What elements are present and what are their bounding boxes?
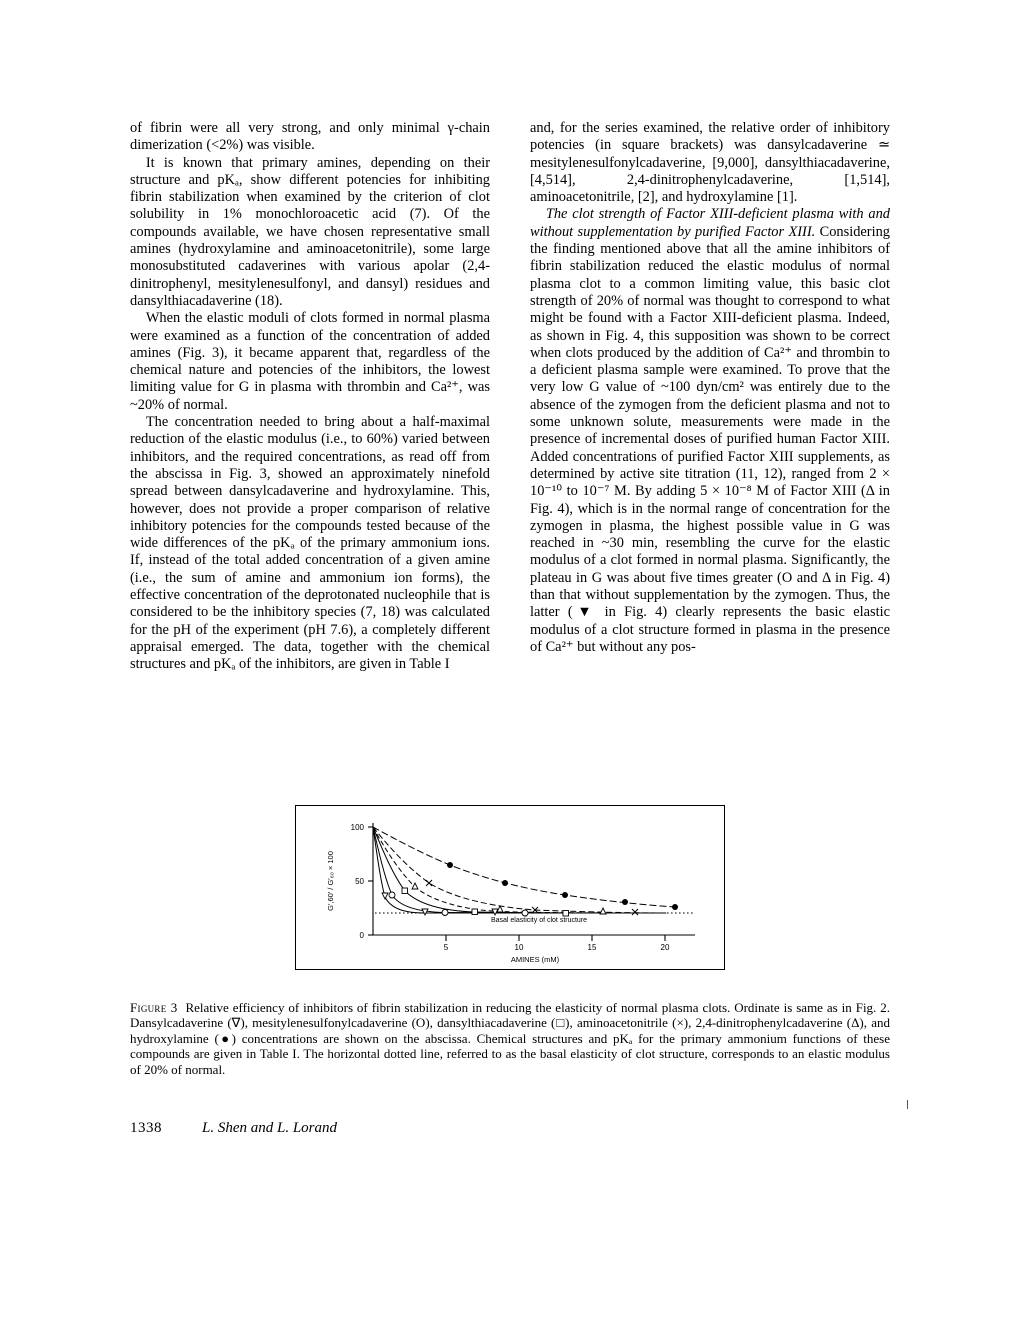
x-tick-label-15: 15 — [587, 943, 597, 952]
series-dansylthiacadaverine — [373, 827, 650, 913]
figure-plot-area — [295, 805, 725, 970]
paragraph: It is known that primary amines, depending on their structure and pKₐ, show different potencies for inhibiting fibrin stabilization when examined by the criterion of clot solubility in 1% monochloroacetic acid (7). Of the compounds available, we have chosen representative small amines (hydroxylamine and aminoacetonitrile), some large monosubstituted cadaverines with various apolar (2,4-dinitrophenyl, mesitylenesulfonyl, and dansyl) residues and dansylthiacadaverine (18). — [130, 154, 490, 309]
right-column — [530, 120, 890, 674]
markers-dinitrophenylcadaverine — [412, 883, 606, 914]
chart-svg — [295, 805, 725, 970]
series-dinitrophenylcadaverine — [373, 827, 663, 913]
left-column — [130, 120, 490, 674]
margin-tick — [907, 1100, 908, 1109]
paragraph: The concentration needed to bring about a half-maximal reduction of the elastic modulus (i.e., to 60%) varied between inhibitors, and the required concentrations, as read off from the abscissa in Fig. 3, showed an approximately ninefold spread between dansylcadaverine and hydroxylamine. This, however, does not provide a proper comparison of relative inhibitory potencies for the compounds tested because of the wide differences of the pKₐ of the primary ammonium ions. If, instead of the total added concentration of a given amine (i.e., the sum of amine and ammonium ion forms), the effective concentration of the deprotonated nucleophile that is considered to be the inhibitory species (7, 18) was calculated for the pH of the experiment (pH 7.6), a completely different appraisal emerged. The data, together with the chemical structures and pKₐ of the inhibitors, are given in Table I — [130, 414, 490, 673]
italic-run: The clot strength of Factor XIII-deficient plasma with and without supplementation by purified Factor XIII. — [530, 206, 890, 240]
x-axis-label: AMINES (mM) — [510, 955, 560, 964]
basal-elasticity-annotation: Basal elasticity of clot structure — [490, 917, 588, 924]
paragraph: When the elastic moduli of clots formed in normal plasma were examined as a function of the concentration of added amines (Fig. 3), it became apparent that, regardless of the chemical nature and potencies of the inhibitors, the lowest limiting value for G in plasma with thrombin and Ca²⁺, was ~20% of normal. — [130, 310, 490, 413]
paragraph-body: Considering the finding mentioned above that all the amine inhibitors of fibrin stabilization reduced the elastic modulus of normal plasma clot to a common limiting value, this basic clot strength of 20% of normal was thought to correspond to what might be found with a Factor XIII-deficient plasma. Indeed, as shown in Fig. 4, this supposition was shown to be correct when clots produced by the addition of Ca²⁺ and thrombin to a deficient plasma sample were examined. To prove that the very low G value of ~100 dyn/cm² was entirely due to the absence of the zymogen from the deficient plasma and not to some unknown solute, measurements were made in the presence of incremental doses of purified human Factor XIII. Added concentrations of purified Factor XIII supplements, as determined by active site titration (11, 12), ranged from 2 × 10⁻¹⁰ to 10⁻⁷ M. By adding 5 × 10⁻⁸ M of Factor XIII (Δ in Fig. 4), which is in the normal range of concentration for the zymogen in plasma, the highest possible value in G was reached in ~30 min, resembling the curve for the elastic modulus of a clot formed in normal plasma. Significantly, the plateau in G was about five times greater (O and Δ in Fig. 4) than that without supplementation by the zymogen. Thus, the latter (▼ in Fig. 4) clearly represents the basic elastic modulus of a clot structure formed in plasma in the presence of Ca²⁺ but without any pos- — [530, 223, 890, 655]
svg-text:G′,60′ / G′₆₀ × 100: G′,60′ / G′₆₀ × 100 — [326, 851, 335, 911]
x-tick-label-20: 20 — [660, 943, 670, 952]
paragraph: and, for the series examined, the relative order of inhibitory potencies (in square brackets) was dansylcadaverine ≃ mesitylenesulfonylcadaverine, [9,000], dansylthiacadaverine, [4,514], 2,4-dinitrophenylcadaverine, [1,514], aminoacetonitrile, [2], and hydroxylamine [1]. — [530, 120, 890, 206]
y-tick-label-50: 50 — [355, 877, 364, 886]
figure-caption — [130, 1000, 890, 1077]
figure-number: Figure 3 — [130, 1000, 178, 1015]
series-hydroxylamine — [373, 827, 675, 907]
y-tick-label-0: 0 — [359, 931, 364, 940]
x-tick-label-5: 5 — [443, 943, 449, 952]
page-footer — [130, 1120, 890, 1137]
data-curves — [373, 827, 675, 913]
markers-aminoacetonitrile — [426, 880, 638, 915]
article-columns — [130, 120, 890, 674]
figure-3 — [130, 805, 890, 970]
paragraph-italic-heading — [530, 206, 890, 656]
x-tick-label-10: 10 — [514, 943, 524, 952]
footer-authors: L. Shen and L. Lorand — [202, 1120, 338, 1136]
paragraph: of fibrin were all very strong, and only minimal γ-chain dimerization (<2%) was visible. — [130, 120, 490, 154]
page-number: 1338 — [130, 1120, 162, 1136]
y-tick-label-100: 100 — [350, 823, 364, 832]
figure-caption-text: Relative efficiency of inhibitors of fibrin stabilization in reducing the elasticity of normal plasma clots. Ordinate is same as in Fig. 2. Dansylcadaverine (∇), mesitylenesulfonylcadaverine (O), dansylthiacadaverine (□), aminoacetonitrile (×), 2,4-dinitrophenylcadaverine (Δ), and hydroxylamine (●) concentrations are shown on the abscissa. Chemical structures and pKₐ for the primary ammonium functions of these compounds are given in Table I. The horizontal dotted line, referred to as the basal elasticity of clot structure, corresponds to an elastic modulus of 20% of normal. — [130, 1000, 890, 1077]
y-axis-label — [326, 851, 335, 911]
